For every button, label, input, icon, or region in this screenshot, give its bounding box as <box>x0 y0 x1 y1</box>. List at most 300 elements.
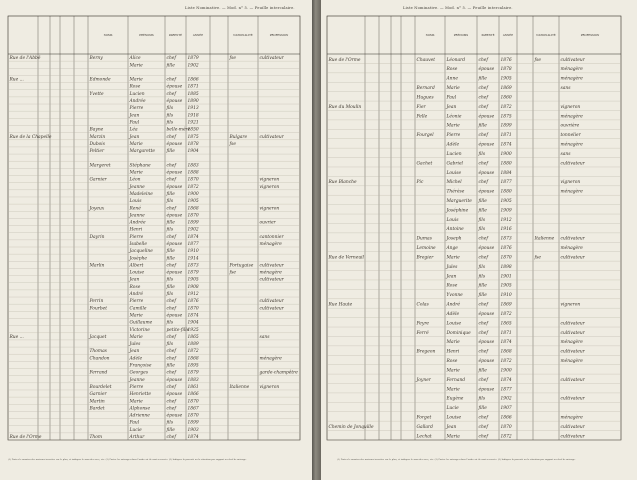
firstname-cell: Jules <box>446 264 458 270</box>
profession-cell: cultivateur <box>259 263 284 269</box>
firstname-cell: Isabelle <box>129 241 147 247</box>
profession-cell: sans <box>259 334 270 340</box>
surname-cell: Perrin <box>89 299 104 305</box>
relation-cell: fils <box>166 227 174 233</box>
year-cell: 1873 <box>187 263 199 269</box>
year-cell: 1905 <box>500 198 512 204</box>
surname-cell: Lemoine <box>416 246 436 252</box>
profession-cell: ménagère <box>259 270 282 276</box>
relation-cell: fils <box>166 420 174 426</box>
relation-cell: fille <box>478 208 487 214</box>
census-table <box>0 0 312 480</box>
relation-cell: chef <box>166 56 177 62</box>
street-cell: Rue de l'Orme <box>9 434 42 440</box>
firstname-cell: Georges <box>129 370 149 376</box>
column-header: PRÉNOMS <box>453 34 469 37</box>
relation-cell: fille <box>166 284 175 290</box>
firstname-cell: Gabriel <box>446 161 463 167</box>
surname-cell: Garnier <box>89 177 107 183</box>
surname-cell: Margeret <box>89 163 111 169</box>
street-cell: Rue ... <box>9 334 24 340</box>
firstname-cell: Louise <box>129 270 145 276</box>
relation-cell: épouse <box>166 270 183 276</box>
firstname-cell: Madeleine <box>129 191 153 197</box>
year-cell: 1867 <box>187 406 199 412</box>
relation-cell: fils <box>166 113 174 119</box>
street-cell: Rue Blanche <box>328 180 357 186</box>
relation-cell: chef <box>166 177 177 183</box>
column-header: ANNÉE <box>192 34 204 37</box>
column-header: PROFESSION <box>580 34 600 37</box>
profession-cell: cantonnier <box>259 234 284 240</box>
profession-cell: ménagère <box>560 67 583 73</box>
surname-cell: Ferrand <box>89 370 108 376</box>
relation-cell: épouse <box>478 189 495 195</box>
year-cell: 1876 <box>500 57 512 63</box>
year-cell: 1869 <box>500 86 512 92</box>
firstname-cell: Ange <box>446 246 458 252</box>
relation-cell: épouse <box>166 377 183 383</box>
year-cell: 1902 <box>187 63 199 69</box>
year-cell: 1870 <box>187 177 199 183</box>
street-cell: Rue ... <box>9 77 24 83</box>
firstname-cell: Joséphine <box>446 208 469 214</box>
year-cell: 1912 <box>500 217 512 223</box>
nationality-cell: Portugaise <box>229 263 254 269</box>
relation-cell: chef <box>478 86 489 92</box>
surname-cell: Bregeon <box>416 349 436 355</box>
year-cell: 1909 <box>500 208 512 214</box>
firstname-cell: Joseph <box>446 236 462 242</box>
year-cell: 1889 <box>187 342 199 348</box>
firstname-cell: Josèphe <box>129 256 147 262</box>
year-cell: 1904 <box>187 320 199 326</box>
profession-cell: ménagère <box>560 76 583 82</box>
surname-cell: Jacquet <box>89 334 107 340</box>
year-cell: 1884 <box>500 170 512 176</box>
profession-cell: sans <box>560 151 571 157</box>
firstname-cell: Adrienne <box>129 413 150 419</box>
year-cell: 1888 <box>187 170 199 176</box>
year-cell: 1899 <box>500 123 512 129</box>
firstname-cell: Rose <box>446 67 458 73</box>
relation-cell: chef <box>478 434 489 440</box>
year-cell: 1905 <box>500 283 512 289</box>
relation-cell: chef <box>166 206 177 212</box>
year-cell: 1874 <box>500 377 512 383</box>
relation-cell: fils <box>478 396 486 402</box>
street-cell: Rue de l'Orme <box>328 57 361 63</box>
surname-cell: Joyeux <box>89 206 105 212</box>
relation-cell: chef <box>166 384 177 390</box>
year-cell: 1900 <box>187 191 199 197</box>
firstname-cell: Lucie <box>129 427 142 433</box>
year-cell: 1860 <box>500 95 512 101</box>
year-cell: 1869 <box>500 302 512 308</box>
year-cell: 1912 <box>187 292 199 298</box>
relation-cell: chef <box>478 161 489 167</box>
relation-cell: belle-mère <box>166 127 191 133</box>
profession-cell: cultivateur <box>259 306 284 312</box>
relation-cell: fils <box>166 342 174 348</box>
surname-cell: Chauvet <box>416 57 435 63</box>
firstname-cell: Marie <box>446 86 460 92</box>
profession-cell: garde-champêtre <box>259 370 298 376</box>
firstname-cell: Lucien <box>446 151 462 157</box>
firstname-cell: Pierre <box>446 133 461 139</box>
year-cell: 1899 <box>187 420 199 426</box>
surname-cell: Marlin <box>89 263 105 269</box>
year-cell: 1866 <box>500 415 512 421</box>
surname-cell: Lechat <box>416 434 432 440</box>
year-cell: 1868 <box>187 206 199 212</box>
firstname-cell: Andrée <box>129 99 146 105</box>
relation-cell: fille <box>478 283 487 289</box>
firstname-cell: Léonard <box>446 57 466 63</box>
year-cell: 1879 <box>187 370 199 376</box>
profession-cell: ménagère <box>259 356 282 362</box>
nationality-cell: Italienne <box>229 384 250 390</box>
relation-cell: chef <box>166 334 177 340</box>
year-cell: 1918 <box>187 113 199 119</box>
street-cell: Chemin de Jonquille <box>328 424 374 430</box>
firstname-cell: Stéphane <box>129 163 151 169</box>
relation-cell: chef <box>478 302 489 308</box>
year-cell: 1872 <box>500 311 512 317</box>
firstname-cell: Paul <box>129 120 140 126</box>
profession-cell: cultivateur <box>560 349 585 355</box>
firstname-cell: Marie <box>446 255 460 261</box>
relation-cell: fils <box>166 292 174 298</box>
year-cell: 1861 <box>187 384 199 390</box>
firstname-cell: Jeanne <box>129 377 145 383</box>
page-header: Liste Nominative. — Mod. n° 5. — Feuille intercalaire. <box>185 6 295 10</box>
surname-cell: Bernard <box>416 86 435 92</box>
firstname-cell: Louise <box>446 415 462 421</box>
column-header: NATIONALITÉ <box>233 34 253 37</box>
relation-cell: épouse <box>166 413 183 419</box>
nationality-cell: fse <box>229 141 236 147</box>
surname-cell: Edmonde <box>89 77 111 83</box>
relation-cell: chef <box>478 349 489 355</box>
relation-cell: fille <box>166 149 175 155</box>
profession-cell: vigneron <box>560 104 581 110</box>
firstname-cell: Jeanne <box>129 213 145 219</box>
relation-cell: fille <box>478 293 487 299</box>
nationality-cell: fse <box>534 57 541 63</box>
firstname-cell: Marie <box>129 77 143 83</box>
relation-cell: chef <box>166 399 177 405</box>
relation-cell: fille <box>166 363 175 369</box>
firstname-cell: Adèle <box>446 311 460 317</box>
firstname-cell: Rose <box>446 359 458 365</box>
firstname-cell: Louis <box>129 199 142 205</box>
year-cell: 1905 <box>187 277 199 283</box>
street-cell: Rue du Moulin <box>328 104 362 110</box>
firstname-cell: Louise <box>446 321 462 327</box>
firstname-cell: Rose <box>446 283 458 289</box>
relation-cell: chef <box>166 349 177 355</box>
year-cell: 1899 <box>187 220 199 226</box>
relation-cell: épouse <box>166 99 183 105</box>
firstname-cell: Henri <box>446 349 460 355</box>
relation-cell: fils <box>166 277 174 283</box>
census-table <box>321 0 637 480</box>
relation-cell: fille <box>166 427 175 433</box>
relation-cell: épouse <box>478 246 495 252</box>
relation-cell: épouse <box>478 67 495 73</box>
year-cell: 1910 <box>500 293 512 299</box>
relation-cell: fille <box>478 123 487 129</box>
surname-cell: Thomas <box>89 349 107 355</box>
profession-cell: vigneron <box>560 302 581 308</box>
year-cell: 1872 <box>187 184 199 190</box>
firstname-cell: Paul <box>446 95 457 101</box>
year-cell: 1902 <box>500 396 512 402</box>
surname-cell: Yvette <box>89 91 104 97</box>
firstname-cell: Marie <box>129 63 143 69</box>
nationality-cell: fse <box>229 56 236 62</box>
firstname-cell: Jean <box>129 349 140 355</box>
firstname-cell: Alice <box>129 56 141 62</box>
year-cell: 1872 <box>500 359 512 365</box>
firstname-cell: Jean <box>129 277 140 283</box>
year-cell: 1900 <box>500 368 512 374</box>
year-cell: 1878 <box>187 141 199 147</box>
firstname-cell: Marie <box>446 387 460 393</box>
firstname-cell: Françoise <box>129 363 152 369</box>
firstname-cell: Albert <box>129 263 144 269</box>
year-cell: 1865 <box>187 334 199 340</box>
year-cell: 1895 <box>187 363 199 369</box>
firstname-cell: Marie <box>446 340 460 346</box>
relation-cell: chef <box>166 406 177 412</box>
relation-cell: chef <box>166 434 177 440</box>
relation-cell: chef <box>166 91 177 97</box>
firstname-cell: Adèle <box>129 356 143 362</box>
relation-cell: chef <box>478 424 489 430</box>
year-cell: 1905 <box>500 76 512 82</box>
year-cell: 1875 <box>500 114 512 120</box>
relation-cell: chef <box>478 330 489 336</box>
surname-cell: Fier <box>416 104 426 110</box>
relation-cell: chef <box>166 356 177 362</box>
year-cell: 1900 <box>500 151 512 157</box>
profession-cell: ménagère <box>560 246 583 252</box>
surname-cell: Hugues <box>416 95 434 101</box>
column-header: PARENTÉ <box>481 34 495 37</box>
firstname-cell: Margarette <box>129 149 155 155</box>
relation-cell: épouse <box>478 387 495 393</box>
firstname-cell: Maria <box>446 434 460 440</box>
year-cell: 1879 <box>187 56 199 62</box>
year-cell: 1904 <box>187 149 199 155</box>
surname-cell: Thom <box>89 434 103 440</box>
column-header: ANNÉE <box>502 34 514 37</box>
year-cell: 1875 <box>187 134 199 140</box>
surname-cell: Gallard <box>416 424 433 430</box>
footnote: (1) Porter le numéro des maisons inscrites sur le plan, et indiquer le nom des rues, etc. (2) Porter les ménages dans l'ordre où ils sont recensés. (3) Indiquer la parenté ou la situation par rapport au chef de ménage. <box>8 458 247 462</box>
relation-cell: fille <box>166 63 175 69</box>
firstname-cell: Lucien <box>129 91 145 97</box>
firstname-cell: Paul <box>129 420 140 426</box>
year-cell: 1890 <box>187 99 199 105</box>
firstname-cell: Marguerite <box>446 198 472 204</box>
profession-cell: cultivateur <box>560 330 585 336</box>
relation-cell: fille <box>478 406 487 412</box>
profession-cell: cultivateur <box>560 255 585 261</box>
firstname-cell: Dominique <box>446 330 471 336</box>
surname-cell: Dayrin <box>89 234 105 240</box>
relation-cell: chef <box>478 236 489 242</box>
profession-cell: ouvrier <box>259 220 276 226</box>
firstname-cell: Jean <box>446 274 457 280</box>
year-cell: 1850 <box>187 127 199 133</box>
year-cell: 1883 <box>187 377 199 383</box>
relation-cell: fille <box>166 191 175 197</box>
relation-cell: épouse <box>478 114 495 120</box>
year-cell: 1874 <box>500 340 512 346</box>
page-header: Liste Nominative. — Mod. n° 5. — Feuille intercalaire. <box>403 6 513 10</box>
nationality-cell: Italienne <box>534 236 555 242</box>
firstname-cell: Léa <box>129 127 138 133</box>
relation-cell: fils <box>478 151 486 157</box>
firstname-cell: Antoine <box>446 227 464 233</box>
firstname-cell: René <box>129 206 141 212</box>
relation-cell: fils <box>478 264 486 270</box>
year-cell: 1870 <box>187 413 199 419</box>
relation-cell: chef <box>166 134 177 140</box>
relation-cell: fils <box>166 120 174 126</box>
firstname-cell: Anne <box>446 76 458 82</box>
profession-cell: cultivateur <box>560 434 585 440</box>
year-cell: 1914 <box>187 256 199 262</box>
profession-cell: ménagère <box>560 340 583 346</box>
relation-cell: fils <box>478 274 486 280</box>
profession-cell: vigneron <box>560 180 581 186</box>
surname-cell: Pelle <box>416 114 428 120</box>
relation-cell: fils <box>166 199 174 205</box>
year-cell: 1870 <box>500 255 512 261</box>
year-cell: 1879 <box>187 270 199 276</box>
firstname-cell: Jules <box>129 342 141 348</box>
relation-cell: chef <box>478 133 489 139</box>
firstname-cell: Marie <box>446 368 460 374</box>
profession-cell: cultivateur <box>560 236 585 242</box>
relation-cell: petite-fille <box>166 327 190 333</box>
relation-cell: chef <box>478 104 489 110</box>
firstname-cell: Andrée <box>129 220 146 226</box>
street-cell: Rue Haute <box>328 302 353 308</box>
right-page <box>321 0 637 480</box>
firstname-cell: Lucie <box>446 406 459 412</box>
street-cell: Rue de Verneuil <box>328 255 364 261</box>
column-header: NATIONALITÉ <box>536 34 556 37</box>
firstname-cell: Pierre <box>129 106 144 112</box>
street-cell: Rue de l'Abbé <box>9 56 41 62</box>
relation-cell: chef <box>478 95 489 101</box>
relation-cell: chef <box>478 57 489 63</box>
profession-cell: tonnelier <box>560 133 581 139</box>
year-cell: 1883 <box>187 163 199 169</box>
firstname-cell: Louise <box>446 170 462 176</box>
year-cell: 1865 <box>500 321 512 327</box>
year-cell: 1868 <box>500 349 512 355</box>
firstname-cell: Fernand <box>446 377 466 383</box>
profession-cell: cultivateur <box>560 321 585 327</box>
firstname-cell: Henri <box>129 227 143 233</box>
relation-cell: fille <box>166 220 175 226</box>
profession-cell: ouvrière <box>560 123 580 129</box>
profession-cell: cultivateur <box>259 56 284 62</box>
surname-cell: Colas <box>416 302 429 308</box>
firstname-cell: Léon <box>129 177 141 183</box>
relation-cell: chef <box>166 299 177 305</box>
year-cell: 1876 <box>187 299 199 305</box>
surname-cell: Martin <box>89 399 105 405</box>
firstname-cell: Marie <box>129 313 143 319</box>
firstname-cell: Jean <box>446 424 457 430</box>
year-cell: 1868 <box>187 356 199 362</box>
year-cell: 1871 <box>187 84 199 90</box>
surname-cell: Joyner <box>416 377 431 383</box>
year-cell: 1871 <box>500 330 512 336</box>
relation-cell: épouse <box>166 392 183 398</box>
firstname-cell: Jeanne <box>129 184 145 190</box>
year-cell: 1866 <box>187 77 199 83</box>
column-header: PARENTÉ <box>168 34 183 37</box>
firstname-cell: Rose <box>129 84 141 90</box>
year-cell: 1876 <box>500 246 512 252</box>
year-cell: 1870 <box>187 213 199 219</box>
surname-cell: Garnier <box>89 392 107 398</box>
year-cell: 1874 <box>500 142 512 148</box>
relation-cell: épouse <box>478 142 495 148</box>
year-cell: 1921 <box>187 120 199 126</box>
street-cell: Rue de la Chapelle <box>9 134 52 140</box>
relation-cell: épouse <box>166 184 183 190</box>
year-cell: 1885 <box>187 91 199 97</box>
column-header: NOMS <box>425 34 435 37</box>
surname-cell: Dumas <box>416 236 432 242</box>
surname-cell: Bardet <box>89 406 105 412</box>
column-header: PRÉNOMS <box>139 34 154 37</box>
relation-cell: chef <box>166 306 177 312</box>
year-cell: 1898 <box>500 264 512 270</box>
relation-cell: épouse <box>478 170 495 176</box>
relation-cell: épouse <box>166 84 183 90</box>
year-cell: 1905 <box>187 199 199 205</box>
left-page <box>0 0 312 480</box>
surname-cell: Forget <box>416 415 432 421</box>
relation-cell: chef <box>478 321 489 327</box>
surname-cell: Ferré <box>416 330 429 336</box>
firstname-cell: Louis <box>446 217 459 223</box>
relation-cell: fils <box>166 106 174 112</box>
relation-cell: chef <box>166 163 177 169</box>
year-cell: 1910 <box>187 249 199 255</box>
surname-cell: Dubois <box>89 141 105 147</box>
year-cell: 1913 <box>187 106 199 112</box>
surname-cell: Pic <box>416 180 424 186</box>
footnote: (1) Porter le numéro des maisons inscrites sur le plan, et indiquer le nom des rues, etc. (2) Porter les ménages dans l'ordre où ils sont recensés. (3) Indiquer la parenté ou la situation par rapport au chef de ménage. <box>337 458 576 462</box>
firstname-cell: Thérèse <box>446 189 465 195</box>
year-cell: 1908 <box>187 284 199 290</box>
year-cell: 1866 <box>187 392 199 398</box>
relation-cell: chef <box>478 255 489 261</box>
firstname-cell: André <box>446 302 461 308</box>
binding-gutter <box>312 0 321 480</box>
